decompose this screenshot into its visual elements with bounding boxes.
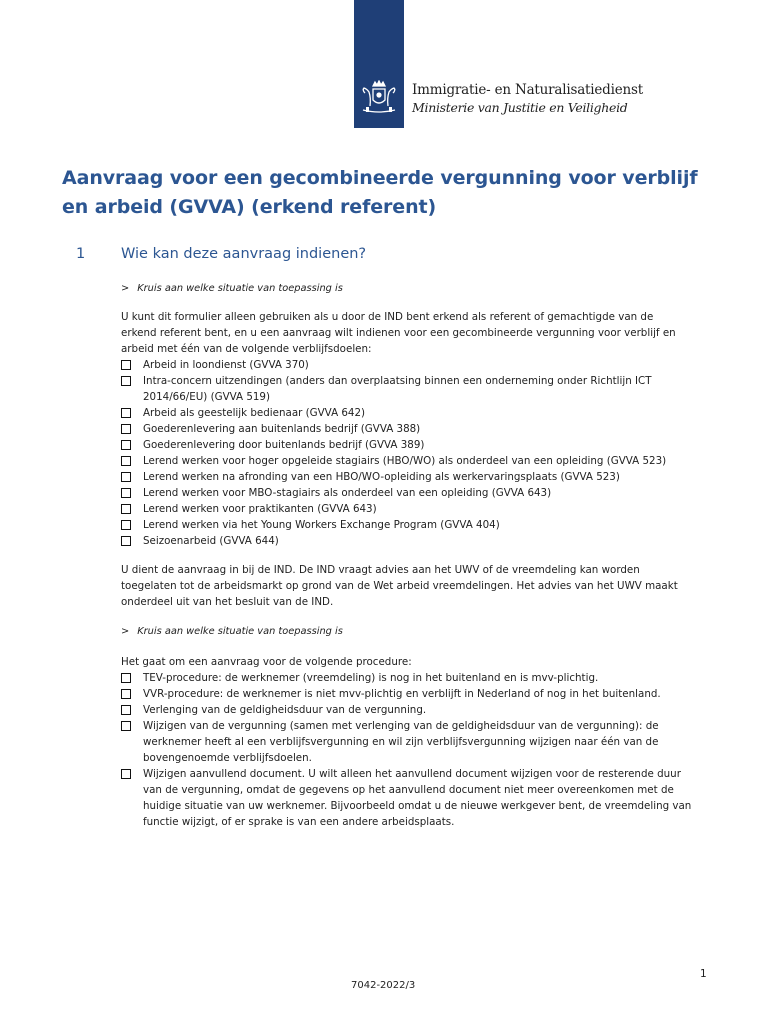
checkbox[interactable] bbox=[121, 721, 131, 731]
procedure-label: VVR-procedure: de werknemer is niet mvv-plichtig en verblijft in Nederland of nog in het buitenland. bbox=[143, 688, 661, 700]
purpose-option[interactable] bbox=[121, 357, 701, 373]
purpose-label: Arbeid in loondienst (GVVA 370) bbox=[143, 359, 309, 371]
intro-paragraph: U kunt dit formulier alleen gebruiken als u door de IND bent erkend als referent of gemachtigde van de erkend referent bent, en u een aanvraag wilt indienen voor een gecombineerde vergunning voor verblijf en arbeid met één van de volgende verblijfsdoelen: bbox=[121, 311, 676, 355]
procedure-option[interactable] bbox=[121, 718, 701, 766]
procedure-option[interactable] bbox=[121, 766, 701, 830]
purpose-option[interactable] bbox=[121, 437, 701, 453]
purpose-label: Seizoenarbeid (GVVA 644) bbox=[143, 535, 279, 547]
purpose-label: Lerend werken na afronding van een HBO/WO-opleiding als werkervaringsplaats (GVVA 523) bbox=[143, 471, 620, 483]
procedure-intro: Het gaat om een aanvraag voor de volgende procedure: bbox=[121, 656, 412, 668]
checkbox[interactable] bbox=[121, 689, 131, 699]
form-code: 7042-2022/3 bbox=[351, 980, 416, 991]
procedure-label: Wijzigen van de vergunning (samen met verlenging van de geldigheidsduur van de vergunning): de werknemer heeft al een verblijfsvergunning en wil zijn verblijfsvergunning wijzigen naar één van de bovengenoemde verblijfsdoelen. bbox=[143, 720, 659, 764]
checkbox[interactable] bbox=[121, 424, 131, 434]
checkbox[interactable] bbox=[121, 360, 131, 370]
checkbox[interactable] bbox=[121, 472, 131, 482]
section-heading: Wie kan deze aanvraag indienen? bbox=[121, 246, 367, 262]
procedure-option[interactable] bbox=[121, 686, 701, 702]
organization-name: Immigratie- en Naturalisatiedienst bbox=[412, 82, 643, 98]
checkbox[interactable] bbox=[121, 488, 131, 498]
uwv-note-paragraph: U dient de aanvraag in bij de IND. De IND vraagt advies aan het UWV of de vreemdeling kan worden toegelaten tot de arbeidsmarkt op grond van de Wet arbeid vreemdelingen. Het advies van het UWV maakt onderdeel uit van het besluit van de IND. bbox=[121, 564, 678, 608]
purpose-label: Goederenlevering aan buitenlands bedrijf (GVVA 388) bbox=[143, 423, 421, 435]
chevron-right-icon: > bbox=[121, 283, 130, 294]
checkbox[interactable] bbox=[121, 769, 131, 779]
procedure-label: Verlenging van de geldigheidsduur van de vergunning. bbox=[143, 704, 427, 716]
purpose-label: Lerend werken via het Young Workers Exchange Program (GVVA 404) bbox=[143, 519, 500, 531]
purpose-option[interactable] bbox=[121, 469, 701, 485]
checkbox[interactable] bbox=[121, 504, 131, 514]
purpose-label: Arbeid als geestelijk bedienaar (GVVA 642) bbox=[143, 407, 366, 419]
checkbox[interactable] bbox=[121, 673, 131, 683]
section-number: 1 bbox=[76, 246, 86, 262]
checkbox[interactable] bbox=[121, 376, 131, 386]
procedure-label: TEV-procedure: de werknemer (vreemdeling) is nog in het buitenland en is mvv-plichtig. bbox=[143, 672, 599, 684]
purpose-option[interactable] bbox=[121, 405, 701, 421]
checkbox[interactable] bbox=[121, 705, 131, 715]
checkbox[interactable] bbox=[121, 520, 131, 530]
page-number: 1 bbox=[700, 968, 707, 980]
purpose-label: Lerend werken voor MBO-stagiairs als onderdeel van een opleiding (GVVA 643) bbox=[143, 487, 552, 499]
purpose-label: Lerend werken voor hoger opgeleide stagiairs (HBO/WO) als onderdeel van een opleiding (GVVA 523) bbox=[143, 455, 667, 467]
purpose-option[interactable] bbox=[121, 485, 701, 501]
purpose-label: Intra-concern uitzendingen (anders dan overplaatsing binnen een onderneming onder Richtlijn ICT 2014/66/EU) (GVVA 519) bbox=[143, 375, 652, 403]
checkbox[interactable] bbox=[121, 440, 131, 450]
ind-logo-bar bbox=[354, 0, 404, 128]
purpose-option[interactable] bbox=[121, 533, 701, 549]
chevron-right-icon: > bbox=[121, 626, 130, 637]
purpose-label: Lerend werken voor praktikanten (GVVA 643) bbox=[143, 503, 377, 515]
purpose-option[interactable] bbox=[121, 421, 701, 437]
procedure-option[interactable] bbox=[121, 670, 701, 686]
instruction-text: Kruis aan welke situatie van toepassing is bbox=[137, 283, 343, 294]
ministry-name: Ministerie van Justitie en Veiligheid bbox=[412, 100, 628, 115]
checkbox[interactable] bbox=[121, 536, 131, 546]
purpose-checkbox-list bbox=[121, 357, 701, 549]
purpose-label: Goederenlevering door buitenlands bedrijf (GVVA 389) bbox=[143, 439, 425, 451]
procedure-option[interactable] bbox=[121, 702, 701, 718]
procedure-label: Wijzigen aanvullend document. U wilt alleen het aanvullend document wijzigen voor de resterende duur van de vergunning, omdat de gegevens op het aanvullend document niet meer overeenkomen met de huidige situatie van uw werknemer. Bijvoorbeeld omdat u de nieuwe werkgever bent, de vreemdeling van functie wijzigt, of er sprake is van een andere arbeidsplaats. bbox=[143, 768, 692, 828]
purpose-option[interactable] bbox=[121, 373, 701, 405]
purpose-option[interactable] bbox=[121, 501, 701, 517]
checkbox[interactable] bbox=[121, 408, 131, 418]
royal-coat-of-arms-icon bbox=[357, 80, 401, 118]
purpose-option[interactable] bbox=[121, 517, 701, 533]
procedure-checkbox-list bbox=[121, 670, 701, 830]
purpose-option[interactable] bbox=[121, 453, 701, 469]
instruction-1 bbox=[121, 283, 343, 294]
instruction-text: Kruis aan welke situatie van toepassing is bbox=[137, 626, 343, 637]
document-title: Aanvraag voor een gecombineerde vergunning voor verblijf en arbeid (GVVA) (erkend referent) bbox=[62, 167, 698, 218]
instruction-2 bbox=[121, 626, 343, 637]
checkbox[interactable] bbox=[121, 456, 131, 466]
